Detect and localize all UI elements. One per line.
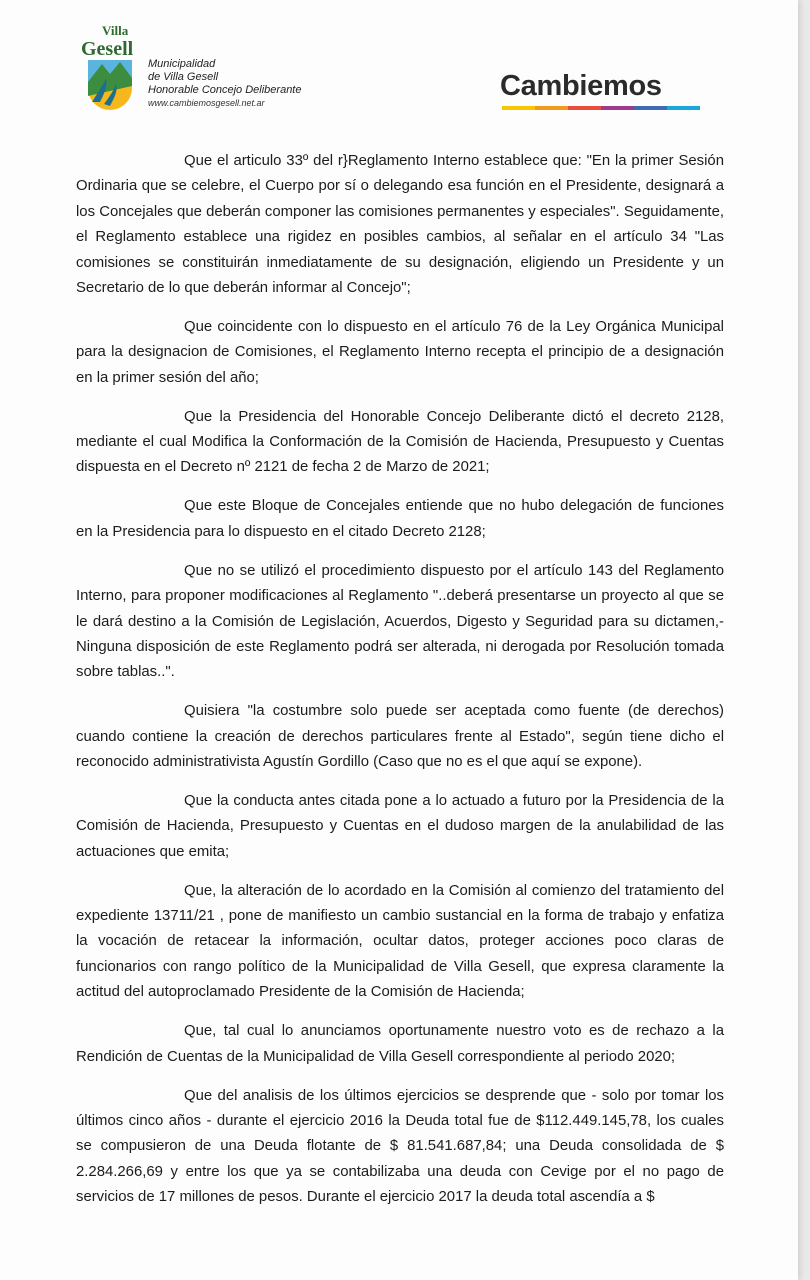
org-line: Honorable Concejo Deliberante [148,84,302,96]
svg-text:Villa: Villa [102,23,129,38]
brand-color-segment [535,106,568,110]
paragraph: Que, tal cual lo anunciamos oportunamente nuestro voto es de rechazo a la Rendición de Cuentas de la Municipalidad de Villa Gesell correspondiente al periodo 2020; [76,1023,724,1065]
brand-color-segment [502,106,535,110]
paragraph: Que, la alteración de lo acordado en la Comisión al comienzo del tratamiento del expediente 13711/21 , pone de manifiesto un cambio sustancial en la forma de trabajo y enfatiza la vocación de retacear la información, ocultar datos, proteger acciones poco claras de funcionarios con rango político de la Municipalidad de Villa Gesell, que expresa claramente la actitud del autoproclamado Presidente de la Comisión de Hacienda; [76,882,724,1001]
paragraph: Que del analisis de los últimos ejercicios se desprende que - solo por tomar los últimos cinco años - durante el ejercicio 2016 la Deuda total fue de $112.449.145,78, los cuales se compusieron de una Deuda flotante de $ 81.541.687,84; una Deuda consolidada de $ 2.284.266,69 y entre los que ya se contabilizaba una deuda con Cevige por el no pago de servicios de 17 millones de pesos. Durante el ejercicio 2017 la deuda total ascendía a $ [76,1087,724,1206]
org-line: Municipalidad [148,58,216,70]
svg-text:Gesell: Gesell [81,38,134,60]
website-text: www.cambiemosgesell.net.ar [148,98,265,108]
villa-gesell-logo-icon [80,22,140,110]
paragraph: Que la Presidencia del Honorable Concejo Deliberante dictó el decreto 2128, mediante el cual Modifica la Conformación de la Comisión de Hacienda, Presupuesto y Cuentas dispuesta en el Decreto nº 2121 de fecha 2 de Marzo de 2021; [76,408,724,476]
paragraph: Que coincidente con lo dispuesto en el artículo 76 de la Ley Orgánica Municipal para la designacion de Comisiones, el Reglamento Interno recepta el principio de a designación en la primer sesión del año; [76,318,724,386]
cambiemos-logo: Cambiemos [500,70,662,102]
org-line: de Villa Gesell [148,71,219,83]
brand-color-segment [568,106,601,110]
paragraph: Quisiera "la costumbre solo puede ser aceptada como fuente (de derechos) cuando contiene la creación de derechos particulares frente al Estado", según tiene dicho el reconocido administrativista Agustín Gordillo (Caso que no es el que aquí se expone). [76,703,724,771]
brand-color-segment [667,106,700,110]
paragraph: Que la conducta antes citada pone a lo actuado a futuro por la Presidencia de la Comisión de Hacienda, Presupuesto y Cuentas en el dudoso margen de la anulabilidad de las actuaciones que emita; [76,792,724,860]
paragraph: Que el articulo 33º del r}Reglamento Interno establece que: "En la primer Sesión Ordinaria que se celebre, el Cuerpo por sí o delegando esa función en el Presidente, designará a los Concejales que deberán componer las comisiones permanentes y especiales". Seguidamente, el Reglamento establece una rigidez en posibles cambios, al señalar en el artículo 34 "Las comisiones se constituirán inmediatamente de su designación, eligiendo un Presidente y un Secretario de lo que deberán informar al Concejo"; [76,153,724,297]
paragraph: Que este Bloque de Concejales entiende que no hubo delegación de funciones en la Presidencia para lo dispuesto en el citado Decreto 2128; [76,498,724,540]
brand-color-segment [601,106,634,110]
brand-color-segment [634,106,667,110]
organization-name [148,58,301,110]
paragraph: Que no se utilizó el procedimiento dispuesto por el artículo 143 del Reglamento Interno, para proponer modificaciones al Reglamento "..deberá presentarse un proyecto al que se le dará destino a la Comisión de Legislación, Acuerdos, Digesto y Seguridad para su dictamen,- Ninguna disposición de este Reglamento podrá ser alterada, ni derogada por Resolución tomada sobre tablas..". [76,562,724,681]
document-body [76,149,724,1224]
brand-color-bar [502,106,700,110]
